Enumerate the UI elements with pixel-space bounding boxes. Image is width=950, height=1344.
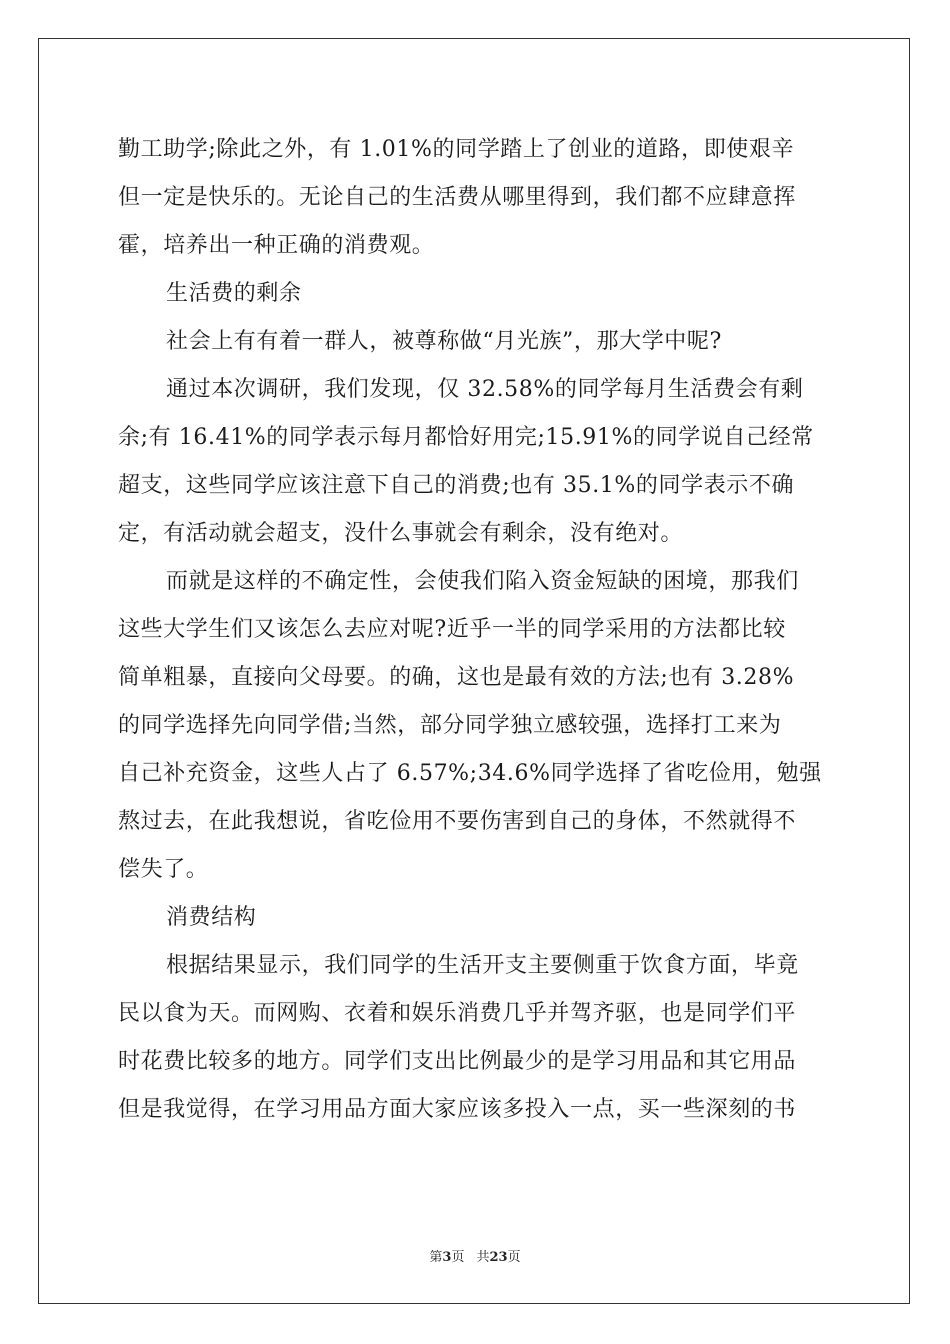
page-footer bbox=[0, 1246, 950, 1265]
text-line: 的同学选择先向同学借;当然，部分同学独立感较强，选择打工来为 bbox=[118, 713, 782, 738]
total-pages: 23 bbox=[489, 1250, 508, 1265]
section-heading: 生活费的剩余 bbox=[166, 281, 302, 306]
text-line: 霍，培养出一种正确的消费观。 bbox=[118, 233, 435, 258]
text-line: 根据结果显示，我们同学的生活开支主要侧重于饮食方面，毕竟 bbox=[166, 953, 799, 978]
text-line: 时花费比较多的地方。同学们支出比例最少的是学习用品和其它用品 bbox=[118, 1049, 797, 1074]
section-heading: 消费结构 bbox=[166, 905, 257, 930]
text-line: 而就是这样的不确定性，会使我们陷入资金短缺的困境，那我们 bbox=[166, 569, 799, 594]
text-line: 社会上有有着一群人，被尊称做“月光族”，那大学中呢? bbox=[166, 329, 722, 354]
text-line: 民以食为天。而网购、衣着和娱乐消费几乎并驾齐驱，也是同学们平 bbox=[118, 1001, 797, 1026]
text-line: 熬过去，在此我想说，省吃俭用不要伤害到自己的身体，不然就得不 bbox=[118, 809, 797, 834]
total-prefix: 共 bbox=[476, 1250, 490, 1265]
page-number: 3 bbox=[442, 1250, 452, 1265]
page-suffix: 页 bbox=[451, 1250, 465, 1265]
text-line: 定，有活动就会超支，没什么事就会有剩余，没有绝对。 bbox=[118, 521, 684, 546]
text-line: 通过本次调研，我们发现，仅 32.58%的同学每月生活费会有剩 bbox=[166, 377, 804, 402]
total-suffix: 页 bbox=[507, 1250, 521, 1265]
page-prefix: 第 bbox=[429, 1250, 443, 1265]
text-line: 勤工助学;除此之外，有 1.01%的同学踏上了创业的道路，即使艰辛 bbox=[118, 137, 795, 162]
text-line: 自己补充资金，这些人占了 6.57%;34.6%同学选择了省吃俭用，勉强 bbox=[118, 761, 822, 786]
text-line: 简单粗暴，直接向父母要。的确，这也是最有效的方法;也有 3.28% bbox=[118, 665, 795, 690]
text-line: 偿失了。 bbox=[118, 857, 209, 882]
text-line: 这些大学生们又该怎么去应对呢?近乎一半的同学采用的方法都比较 bbox=[118, 617, 786, 642]
text-line: 但是我觉得，在学习用品方面大家应该多投入一点，买一些深刻的书 bbox=[118, 1097, 797, 1122]
text-line: 但一定是快乐的。无论自己的生活费从哪里得到，我们都不应肆意挥 bbox=[118, 185, 797, 210]
text-line: 余;有 16.41%的同学表示每月都恰好用完;15.91%的同学说自己经常 bbox=[118, 425, 814, 450]
text-line: 超支，这些同学应该注意下自己的消费;也有 35.1%的同学表示不确 bbox=[118, 473, 795, 498]
document-body bbox=[118, 126, 838, 1134]
